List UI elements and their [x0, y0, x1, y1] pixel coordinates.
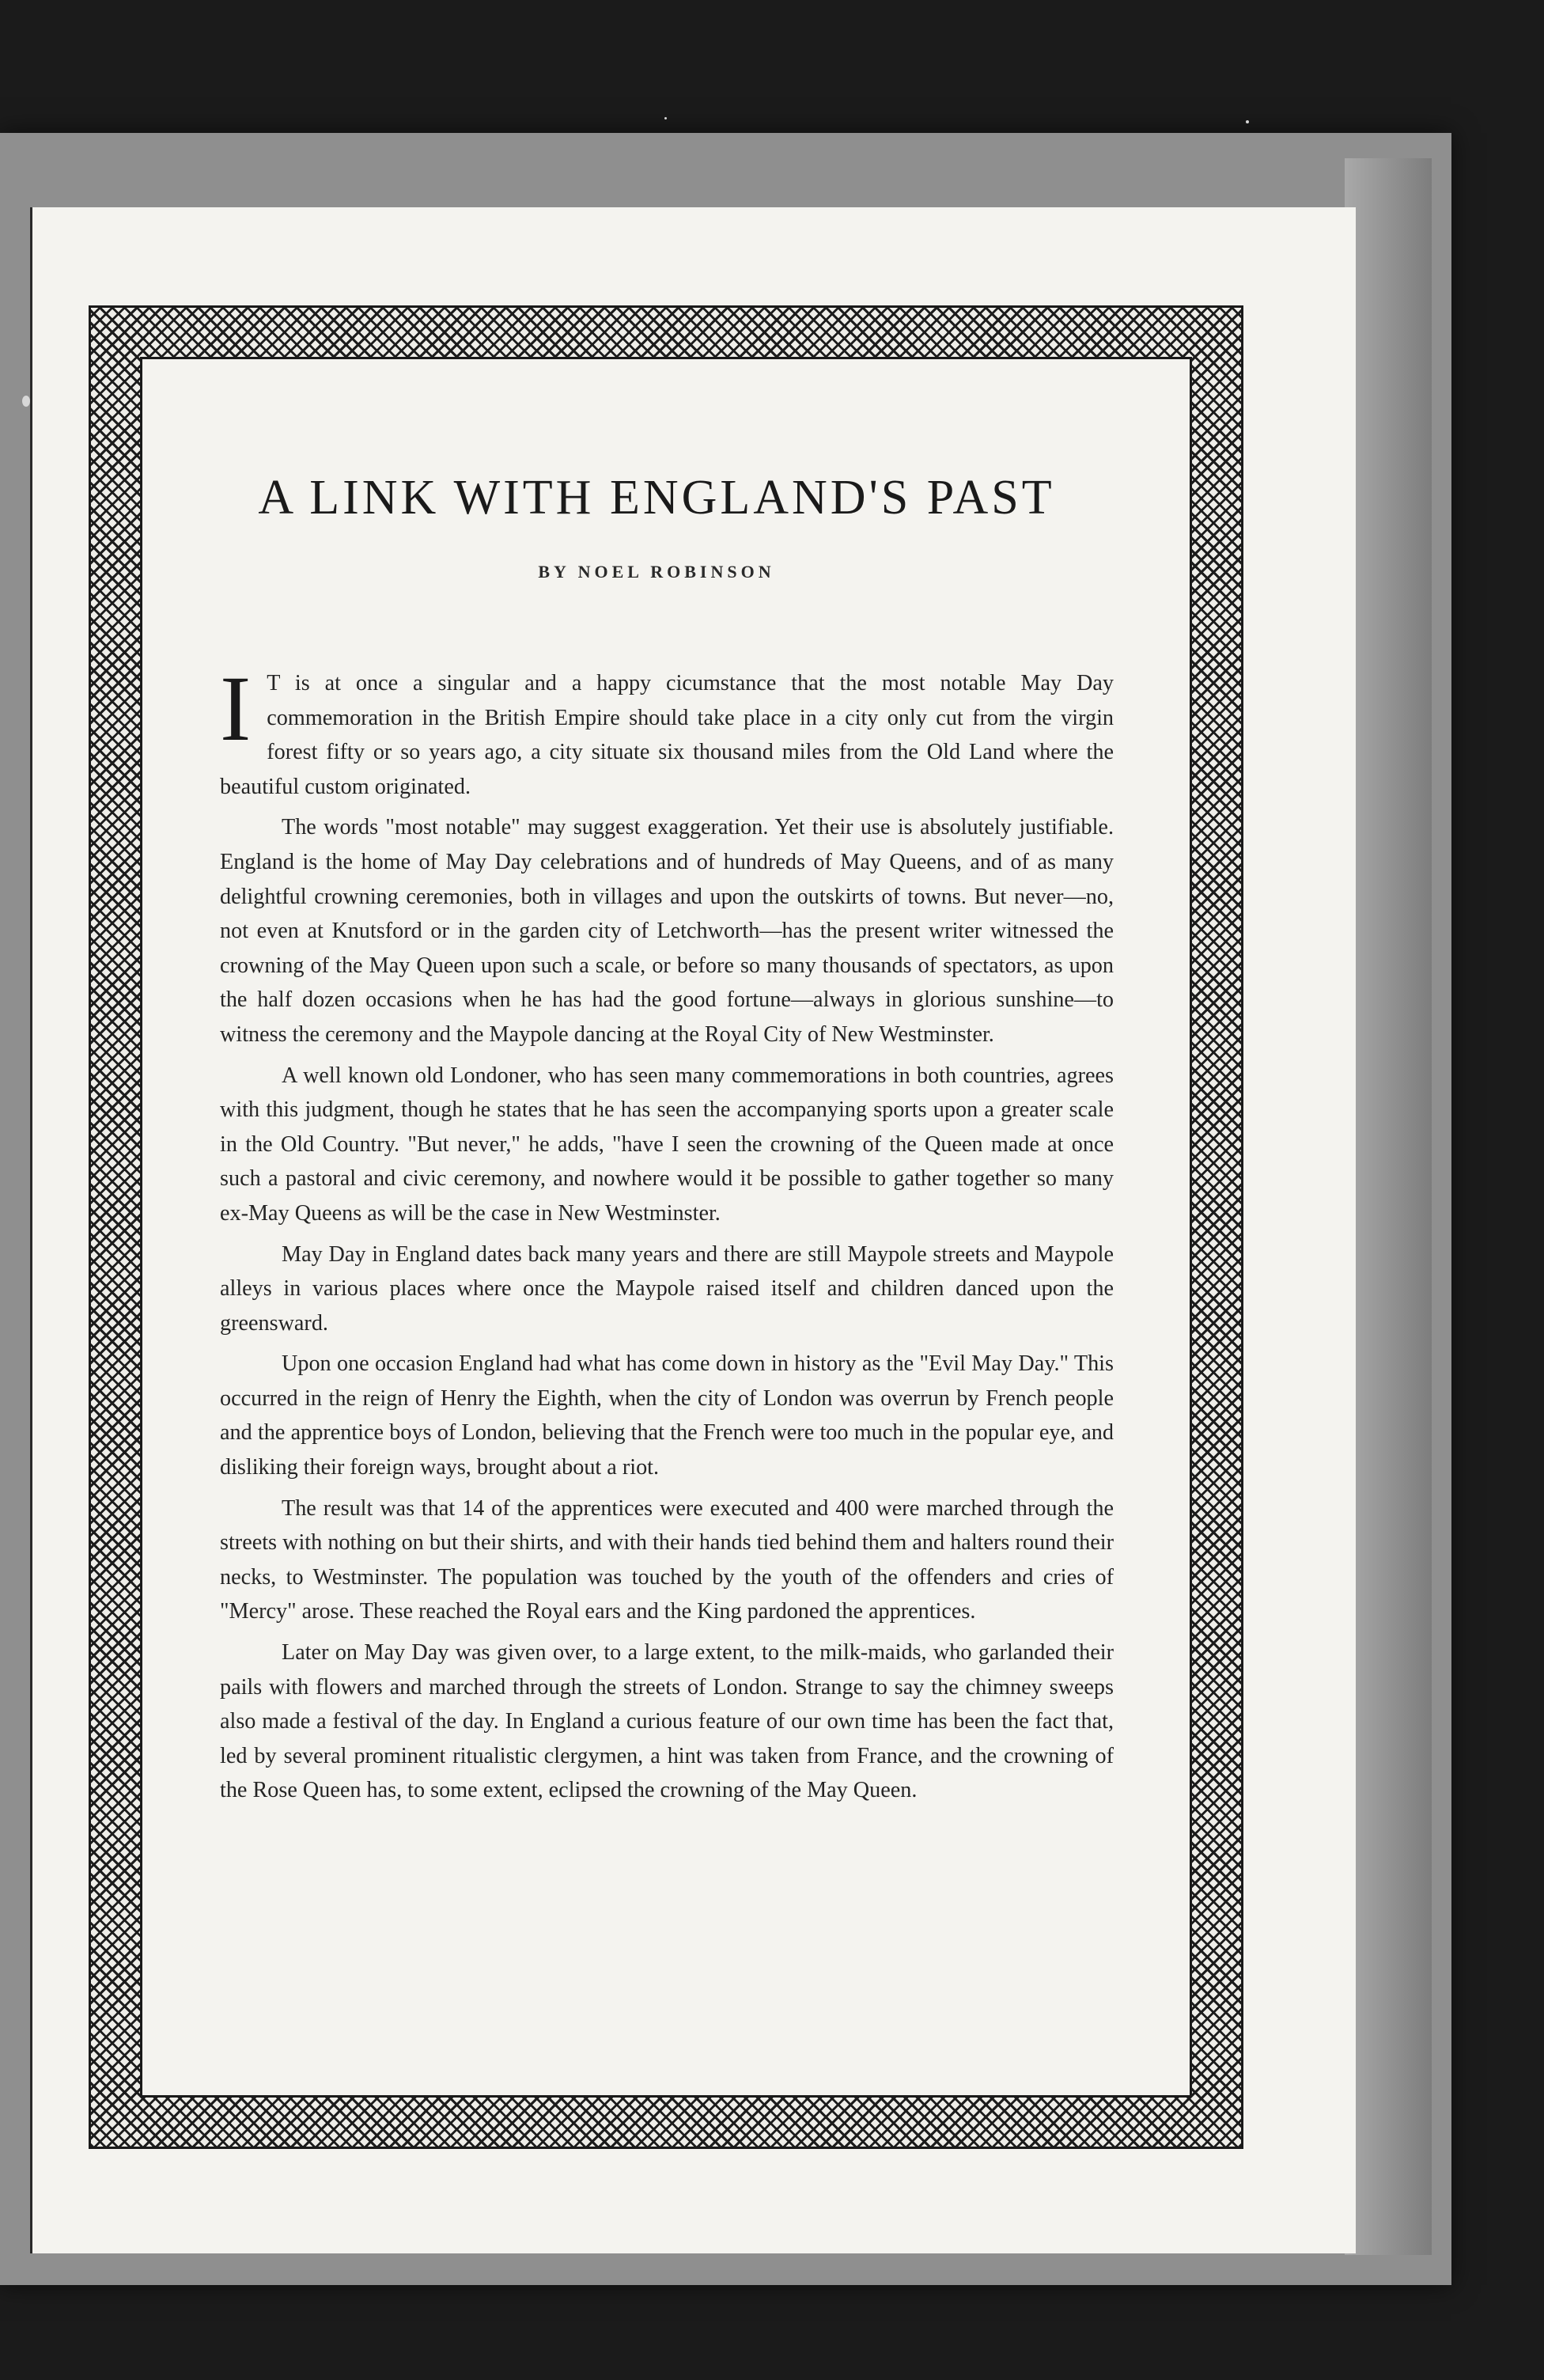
article-paragraph: Later on May Day was given over, to a large extent, to the milk-maids, who garlanded their pails with flowers and marched through the streets of London. Strange to say the chimney sweeps also made a festival of the day. In England a curious feature of our own time has been the fact that, led by several prominent ritualistic clergymen, a hint was taken from France, and the crowning of the Rose Queen has, to some extent, eclipsed the crowning of the May Queen.: [220, 1640, 1114, 1803]
article-paragraph: A well known old Londoner, who has seen many commemorations in both countries, agrees with this judgment, though he states that he has seen the accompanying sports upon a greater scale in the Old Country. "But never," he adds, "have I seen the crowning of the Queen made at once such a pastoral and civic ceremony, and nowhere would it be possible to gather together so many ex-May Queens as will be the case in New Westminster.: [220, 1063, 1114, 1226]
dust-speck: [1246, 120, 1249, 123]
article-paragraph: Upon one occasion England had what has come down in history as the "Evil May Day." This occurred in the reign of Henry the Eighth, when the city of London was overrun by French people and the apprentice boys of London, believing that the French were too much in the popular eye, and disliking their foreign ways, brought about a riot.: [220, 1351, 1114, 1480]
dust-speck: [22, 396, 30, 407]
article-body: [220, 657, 1114, 1814]
article-byline: BY NOEL ROBINSON: [538, 562, 775, 582]
article-paragraph: [220, 657, 1114, 804]
article-title: A LINK WITH ENGLAND'S PAST: [258, 471, 1055, 525]
paragraph-text: T is at once a singular and a happy cicumstance that the most notable May Day commemoration in the British Empire should take place in a city only cut from the virgin forest fifty or so years ago, a city situate six thousand miles from the Old Land where the beautiful custom originated.: [220, 671, 1114, 799]
page-spine: [30, 207, 32, 2253]
article-paragraph: The words "most notable" may suggest exaggeration. Yet their use is absolutely justifiable. England is the home of May Day celebrations and of hundreds of May Queens, and of as many delightful crowning ceremonies, both in villages and upon the outskirts of towns. But never—no, not even at Knutsford or in the garden city of Letchworth—has the present writer witnessed the crowning of the May Queen upon such a scale, or before so many thousands of spectators, as upon the half dozen occasions when he has had the good fortune—always in glorious sunshine—to witness the ceremony and the Maypole dancing at the Royal City of New Westminster.: [220, 815, 1114, 1047]
drop-cap: I: [220, 657, 252, 760]
underlying-sheet-edge: [1345, 158, 1432, 2255]
article-paragraph: The result was that 14 of the apprentices were executed and 400 were marched through the streets with nothing on but their shirts, and with their hands tied behind them and halters round their necks, to Westminster. The population was touched by the youth of the offenders and cries of "Mercy" arose. These reached the Royal ears and the King pardoned the apprentices.: [220, 1495, 1114, 1624]
article-paragraph: May Day in England dates back many years and there are still Maypole streets and Maypole alleys in various places where once the Maypole raised itself and children danced upon the greensward.: [220, 1241, 1114, 1336]
dust-speck: [664, 117, 667, 119]
